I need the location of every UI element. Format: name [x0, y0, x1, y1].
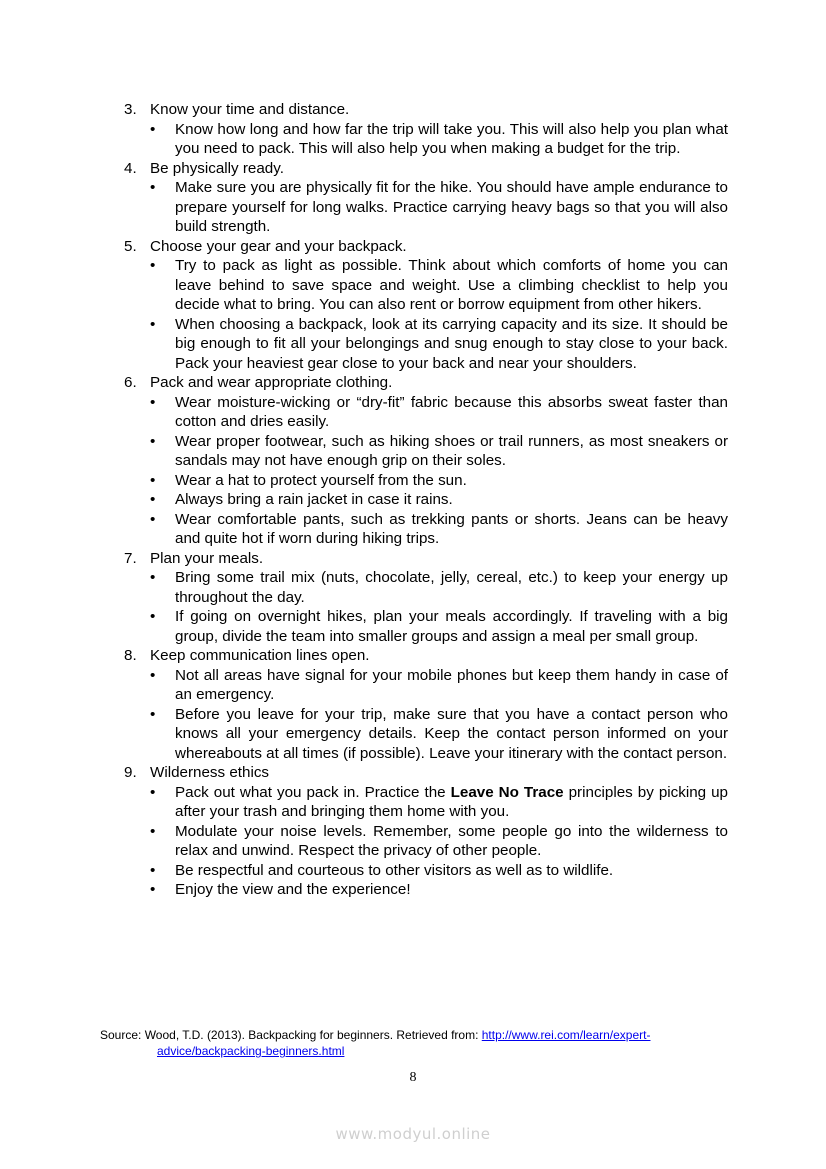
bullet-item: • Before you leave for your trip, make sure that you have a contact person who knows all your emergency details. Keep the contact person informed on your whereabouts at all times (if possible). Leave your itinerary with the contact person. [150, 705, 728, 762]
bullet-icon: • [150, 393, 156, 411]
bullet-icon: • [150, 666, 156, 684]
bullet-item: • Make sure you are physically fit for the hike. You should have ample endurance to prepare yourself for long walks. Practice carrying heavy bags so that you will also build strength. [150, 179, 728, 235]
bullet-list [150, 120, 728, 159]
source-prefix: Source: Wood, T.D. (2013). Backpacking for beginners. Retrieved from: [100, 1028, 482, 1042]
bullet-list [150, 256, 728, 373]
bullet-list [150, 178, 728, 237]
item-number: 4. [124, 159, 137, 177]
source-citation [100, 1027, 740, 1059]
source-link[interactable]: http://www.rei.com/learn/expert- [481, 1028, 651, 1042]
item-title: Know your time and distance. [150, 101, 350, 118]
bullet-icon: • [150, 315, 156, 333]
bullet-icon: • [150, 861, 156, 879]
item-number: 5. [124, 237, 137, 255]
bullet-item: • If going on overnight hikes, plan your meals accordingly. If traveling with a big group, divide the team into smaller groups and assign a meal per small group. [150, 608, 728, 645]
item-number: 8. [124, 647, 137, 664]
guidelines-list [124, 100, 728, 900]
bullet-list [150, 393, 728, 549]
bullet-item: • Enjoy the view and the experience! [150, 881, 411, 898]
list-item-physically-ready [124, 159, 728, 237]
bullet-item: • Know how long and how far the trip will take you. This will also help you plan what you need to pack. This will also help you when making a budget for the trip. [150, 120, 728, 157]
bullet-icon: • [150, 881, 156, 898]
bullet-icon: • [150, 491, 156, 508]
bullet-icon: • [150, 120, 156, 138]
bullet-icon: • [150, 179, 156, 196]
bullet-icon: • [150, 257, 156, 274]
list-item-clothing [124, 373, 728, 549]
item-title: Plan your meals. [150, 549, 264, 567]
bullet-icon: • [150, 783, 156, 801]
list-item-time-distance [124, 100, 728, 159]
list-item-gear-backpack [124, 237, 728, 374]
leave-no-trace-emphasis: Leave No Trace [450, 783, 564, 801]
bullet-item: • Wear moisture-wicking or “dry-fit” fabric because this absorbs sweat faster than cotton and dries easily. [150, 393, 728, 430]
list-item-communication [124, 646, 728, 763]
item-number: 9. [124, 764, 137, 781]
bullet-item: • Modulate your noise levels. Remember, some people go into the wilderness to relax and unwind. Respect the privacy of other people. [150, 822, 728, 859]
bullet-item: • Always bring a rain jacket in case it rains. [150, 491, 453, 508]
bullet-icon: • [150, 569, 156, 586]
bullet-item: • Wear a hat to protect yourself from the sun. [150, 471, 467, 489]
item-title: Be physically ready. [150, 159, 284, 177]
bullet-list [150, 666, 728, 764]
watermark: www.modyul.online [335, 1125, 491, 1143]
item-number: 3. [124, 101, 137, 118]
bullet-item: • When choosing a backpack, look at its carrying capacity and its size. It should be big enough to fit all your belongings and snug enough to stay close to your back. Pack your heaviest gear close to your back and near your shoulders. [150, 315, 728, 372]
bullet-item: • Pack out what you pack in. Practice the Leave No Trace principles by picking up after your trash and bringing them home with you. [150, 783, 728, 820]
item-number: 6. [124, 374, 137, 391]
item-title: Wilderness ethics [150, 764, 270, 781]
bullet-icon: • [150, 608, 156, 625]
bullet-item: • Bring some trail mix (nuts, chocolate, jelly, cereal, etc.) to keep your energy up throughout the day. [150, 569, 728, 606]
bullet-item: • Wear proper footwear, such as hiking shoes or trail runners, as most sneakers or sandals may not have enough grip on their soles. [150, 432, 728, 469]
list-item-wilderness-ethics [124, 763, 728, 900]
bullet-list [150, 783, 728, 900]
bullet-icon: • [150, 471, 156, 489]
bullet-icon: • [150, 432, 156, 450]
item-title: Choose your gear and your backpack. [150, 237, 407, 255]
bullet-icon: • [150, 705, 156, 723]
item-number: 7. [124, 549, 137, 567]
page-number: 8 [409, 1070, 417, 1085]
list-item-meals [124, 549, 728, 647]
item-title: Pack and wear appropriate clothing. [150, 374, 393, 391]
bullet-icon: • [150, 822, 156, 840]
bullet-item: • Try to pack as light as possible. Think about which comforts of home you can leave behind to save space and weight. Use a climbing checklist to help you decide what to bring. You can also rent or borrow equipment from other hikers. [150, 257, 728, 313]
bullet-item: • Be respectful and courteous to other visitors as well as to wildlife. [150, 861, 614, 879]
source-link-continued[interactable]: advice/backpacking-beginners.html [157, 1044, 345, 1058]
bullet-item: • Not all areas have signal for your mobile phones but keep them handy in case of an emergency. [150, 666, 728, 703]
bullet-item: • Wear comfortable pants, such as trekking pants or shorts. Jeans can be heavy and quite hot if worn during hiking trips. [150, 510, 728, 547]
bullet-list [150, 568, 728, 646]
item-title: Keep communication lines open. [150, 647, 370, 664]
bullet-icon: • [150, 510, 156, 528]
